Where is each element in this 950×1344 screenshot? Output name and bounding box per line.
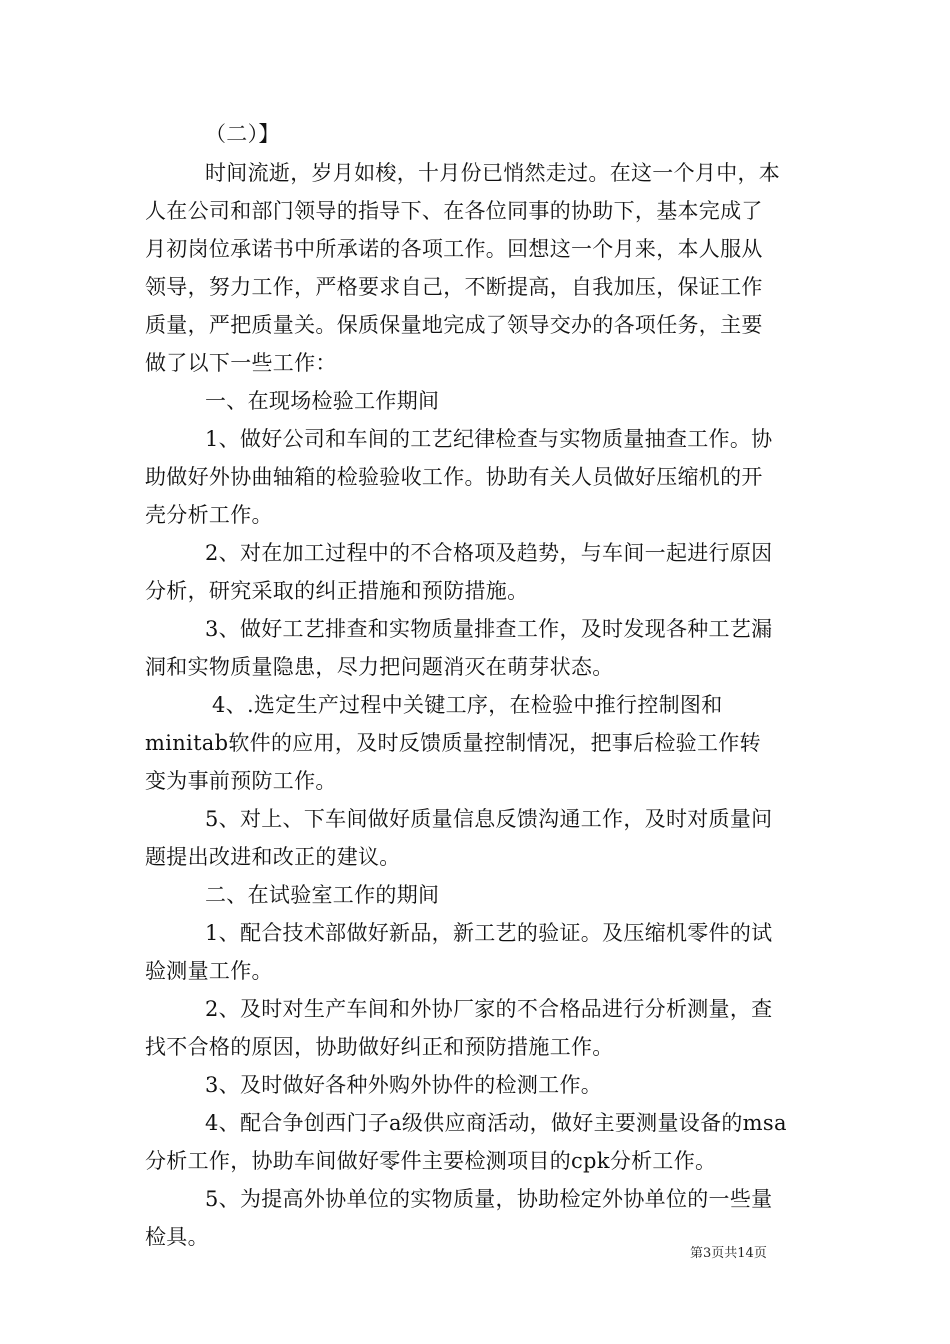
paragraph-line: 2、及时对生产车间和外协厂家的不合格品进行分析测量，查	[205, 997, 773, 1021]
paragraph-line: 人在公司和部门领导的指导下、在各位同事的协助下，基本完成了	[145, 199, 763, 223]
paragraph-line: 5、对上、下车间做好质量信息反馈沟通工作，及时对质量问	[205, 807, 773, 831]
paragraph-line: minitab软件的应用，及时反馈质量控制情况，把事后检验工作转	[145, 731, 761, 755]
paragraph-line: 做了以下一些工作：	[145, 351, 337, 375]
section-heading: （二）】	[205, 122, 280, 146]
page-number-footer: 第3页共14页	[690, 1246, 767, 1261]
paragraph-line: 壳分析工作。	[145, 503, 273, 527]
paragraph-line: 1、配合技术部做好新品，新工艺的验证。及压缩机零件的试	[205, 921, 773, 945]
paragraph-line: 3、及时做好各种外购外协件的检测工作。	[205, 1073, 603, 1097]
paragraph-line: 3、做好工艺排查和实物质量排查工作，及时发现各种工艺漏	[205, 617, 773, 641]
paragraph-line: 4、.选定生产过程中关键工序，在检验中推行控制图和	[212, 693, 723, 717]
paragraph-line: 领导，努力工作，严格要求自己，不断提高，自我加压，保证工作	[145, 275, 763, 299]
paragraph-line: 5、为提高外协单位的实物质量，协助检定外协单位的一些量	[205, 1187, 773, 1211]
paragraph-line: 助做好外协曲轴箱的检验验收工作。协助有关人员做好压缩机的开	[145, 465, 763, 489]
paragraph-line: 分析工作，协助车间做好零件主要检测项目的cpk分析工作。	[145, 1149, 717, 1173]
subsection-heading: 一、在现场检验工作期间	[205, 389, 440, 413]
paragraph-line: 题提出改进和改正的建议。	[145, 845, 401, 869]
paragraph-line: 1、做好公司和车间的工艺纪律检查与实物质量抽查工作。协	[205, 427, 773, 451]
paragraph-line: 分析，研究采取的纠正措施和预防措施。	[145, 579, 529, 603]
paragraph-line: 4、配合争创西门子a级供应商活动，做好主要测量设备的msa	[205, 1111, 787, 1135]
paragraph-line: 洞和实物质量隐患，尽力把问题消灭在萌芽状态。	[145, 655, 614, 679]
paragraph-line: 找不合格的原因，协助做好纠正和预防措施工作。	[145, 1035, 614, 1059]
paragraph-line: 2、对在加工过程中的不合格项及趋势，与车间一起进行原因	[205, 541, 773, 565]
paragraph-line: 检具。	[145, 1225, 209, 1249]
subsection-heading: 二、在试验室工作的期间	[205, 883, 440, 907]
paragraph-line: 变为事前预防工作。	[145, 769, 337, 793]
paragraph-line: 时间流逝，岁月如梭，十月份已悄然走过。在这一个月中，本	[205, 161, 781, 185]
paragraph-line: 月初岗位承诺书中所承诺的各项工作。回想这一个月来，本人服从	[145, 237, 763, 261]
paragraph-line: 质量，严把质量关。保质保量地完成了领导交办的各项任务，主要	[145, 313, 763, 337]
paragraph-line: 验测量工作。	[145, 959, 273, 983]
